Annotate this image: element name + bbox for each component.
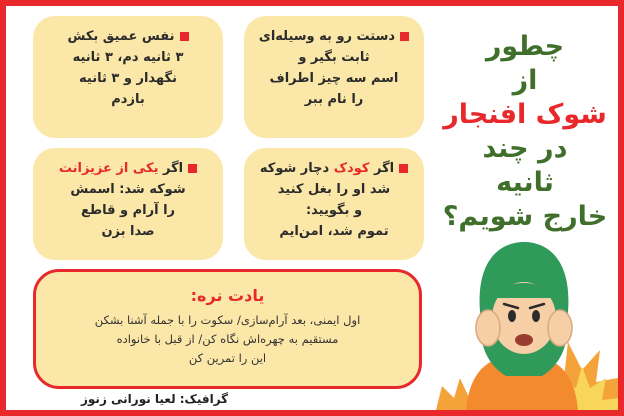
tip-text: بازدم [111,92,145,107]
tip-text: صدا بزن [101,224,155,239]
title-line: چطور [485,31,565,62]
tip-card-breath [33,16,223,138]
title-line: خارج شویم؟ [442,201,608,232]
title-line: از [512,65,538,96]
reminder-box [33,269,422,389]
tip-text: دستت رو به وسیله‌ای [258,29,396,44]
tip-text: اگر [163,161,184,176]
bullet-icon [180,32,189,41]
tip-text: و بگویید: [305,203,363,218]
reminder-line: مستقیم به چهره‌اش نگاه کن/ از قبل با خانواده [116,332,339,346]
title [440,30,610,234]
eye-shape [508,310,516,322]
tip-text: ثابت بگیر و [298,50,370,65]
tip-text: اگر [373,161,395,176]
girl-illustration [436,238,618,410]
tip-text: شد او را بغل کنید [277,182,391,197]
tip-text: را آرام و قاطع [80,203,176,218]
tip-card-child [244,148,424,260]
title-line: در چند [482,133,568,164]
title-line: ثانیه [496,167,554,198]
tip-text: اسم سه چیز اطراف [269,71,399,86]
tip-highlight: یکی از عزیزانت [58,161,159,176]
tip-text: تموم شد، امن‌ایم [279,224,389,239]
credit: گرافیک: لعیا نورانی زنوز [81,392,229,406]
bullet-icon [188,164,197,173]
tip-card-touch [244,16,424,138]
reminder-line: این را تمرین کن [188,351,267,365]
reminder-heading: یادت نره: [190,286,265,305]
title-line-highlight: شوک افنجار [443,99,607,130]
eye-shape [532,310,540,322]
tip-text: نگهدار و ۳ ثانیه [79,71,177,86]
tip-text: نفس عمیق بکش [67,29,175,44]
hand-shape [548,310,572,346]
tip-text: را نام ببر [304,92,364,107]
tip-text: دچار شوکه [259,161,330,176]
reminder-line: اول ایمنی، بعد آرام‌سازی/ سکوت را با جمله آشنا بشکن [94,313,361,327]
hand-shape [476,310,500,346]
bullet-icon [399,164,408,173]
tip-text: ۳ ثانیه دم، ۳ ثانیه [72,50,184,65]
mouth-shape [515,334,533,346]
bullet-icon [400,32,409,41]
tip-text: شوکه شد: اسمش [70,182,186,197]
tip-card-loved-one [33,148,223,260]
tip-highlight: کودک [333,161,370,176]
